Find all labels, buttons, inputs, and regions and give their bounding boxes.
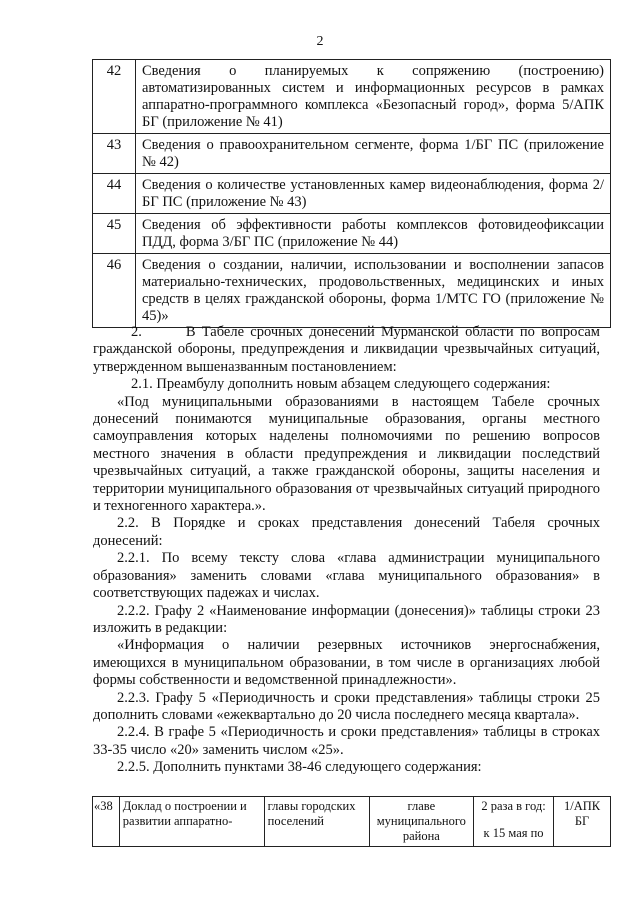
paragraph-2-2-5: 2.2.5. Дополнить пунктами 38-46 следующего содержания:	[117, 759, 482, 776]
row-text: Сведения о количестве установленных камер видеонаблюдения, форма 2/БГ ПС (приложение № 43)	[136, 174, 611, 214]
table-row	[93, 134, 611, 174]
item-to: главе муниципального района	[369, 797, 473, 847]
document-body	[93, 324, 600, 777]
paragraph-2-1: 2.1. Преамбулу дополнить новым абзацем следующего содержания:	[131, 376, 551, 393]
paragraph-quote-row23: «Информация о наличии резервных источников энергоснабжения, имеющихся в муниципальном образовании, в том числе в организациях любой формы собственности и ведомственной принадлежности».	[93, 637, 600, 689]
item-name: Доклад о построении и развитии аппаратно-	[119, 797, 264, 847]
table-row	[93, 214, 611, 254]
row-number: 43	[93, 134, 136, 174]
row-number: 42	[93, 60, 136, 134]
paragraph-quote-preamble: «Под муниципальными образованиями в настоящем Табеле срочных донесений понимаются муниципальные образования, органы местного самоуправления которых наделены полномочиями по решению вопросов местного значения в области предупреждения и ликвидации последствий чрезвычайных ситуаций, а также гражданской обороны, защиты населения и территории муниципального образования от чрезвычайных ситуаций природного и техногенного характера.».	[93, 393, 600, 515]
item-number: «38	[93, 797, 120, 847]
paragraph-2-2-3: 2.2.3. Графу 5 «Периодичность и сроки представления» таблицы строки 25 дополнить словами «ежеквартально до 20 числа последнего месяца квартала».	[93, 689, 600, 723]
row-text: Сведения об эффективности работы комплексов фотовидеофиксации ПДД, форма 3/БГ ПС (приложение № 44)	[136, 214, 611, 254]
row-text: Сведения о создании, наличии, использовании и восполнении запасов материально-технических, продовольственных, медицинских и иных средств в целях гражданской обороны, форма 1/МТС ГО (приложение № 45)»	[136, 254, 611, 328]
period-line-1: 2 раза в год:	[481, 799, 546, 813]
paragraph-2-2-4: 2.2.4. В графе 5 «Периодичность и сроки представления» таблицы в строках 33-35 число «20» заменить числом «25».	[93, 724, 600, 758]
paragraph-2-2: 2.2. В Порядке и сроках представления донесений Табеля срочных донесений:	[93, 515, 600, 549]
table-row	[93, 797, 611, 847]
paragraph-2-2-1: 2.2.1. По всему тексту слова «глава администрации муниципального образования» заменить словами «глава муниципального образования» в соответствующих падежах и числах.	[93, 550, 600, 602]
table-row	[93, 60, 611, 134]
item-period	[473, 797, 553, 847]
page-number: 2	[316, 34, 324, 49]
item-form: 1/АПК БГ	[554, 797, 611, 847]
item-from: главы городских поселений	[264, 797, 369, 847]
row-number: 46	[93, 254, 136, 328]
paragraph-2: 2. В Табеле срочных донесений Мурманской области по вопросам гражданской обороны, предупреждения и ликвидации чрезвычайных ситуаций, утвержденном вышеназванным постановлением:	[93, 324, 600, 375]
row-text: Сведения о планируемых к сопряжению (построению) автоматизированных систем и информационных ресурсов в рамках аппаратно-программного комплекса «Безопасный город», форма 5/АПК БГ (приложение № 41)	[136, 60, 611, 134]
table-row	[93, 174, 611, 214]
added-items-table	[92, 796, 611, 847]
row-text: Сведения о правоохранительном сегменте, форма 1/БГ ПС (приложение № 42)	[136, 134, 611, 174]
period-line-2: к 15 мая по	[483, 826, 544, 840]
table-row	[93, 254, 611, 328]
reports-table	[92, 59, 611, 328]
row-number: 45	[93, 214, 136, 254]
row-number: 44	[93, 174, 136, 214]
paragraph-2-2-2: 2.2.2. Графу 2 «Наименование информации (донесения)» таблицы строки 23 изложить в редакции:	[93, 602, 600, 636]
